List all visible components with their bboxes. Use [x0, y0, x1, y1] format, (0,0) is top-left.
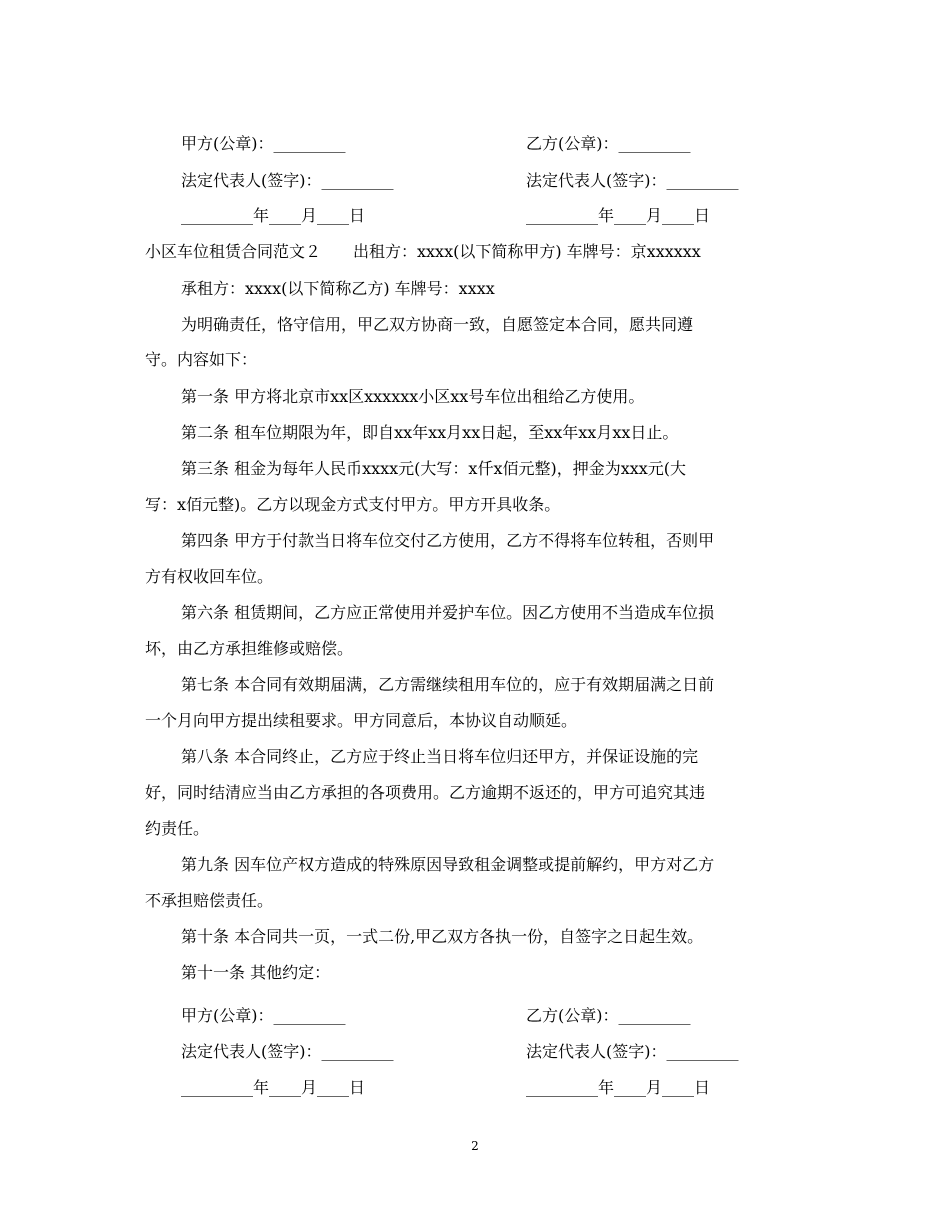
article-10: 第十条 本合同共一页，一式二份,甲乙双方各执一份，自签字之日起生效。: [181, 927, 704, 946]
page-number: 2: [471, 1139, 479, 1153]
article-9-line-2: 不承担赔偿责任。: [145, 891, 274, 910]
article-8-line-2: 好，同时结清应当由乙方承担的各项费用。乙方逾期不返还的，甲方可追究其违: [145, 783, 706, 802]
article-1: 第一条 甲方将北京市xx区xxxxxx小区xx号车位出租给乙方使用。: [181, 387, 645, 406]
party-a-date-line: _________年____月____日: [181, 206, 366, 225]
party-b-representative-line-bottom: 法定代表人(签字)：_________: [526, 1042, 739, 1061]
party-a-date-line-bottom: _________年____月____日: [181, 1078, 366, 1097]
party-b-date-line: _________年____月____日: [526, 206, 711, 225]
party-a-seal-line: 甲方(公章)：_________: [181, 134, 346, 153]
intro-paragraph-line-2: 守。内容如下：: [145, 350, 258, 369]
article-6-line-1: 第六条 租赁期间，乙方应正常使用并爱护车位。因乙方使用不当造成车位损: [181, 603, 715, 622]
article-8-line-1: 第八条 本合同终止，乙方应于终止当日将车位归还甲方，并保证设施的完: [181, 747, 699, 766]
party-a-representative-line: 法定代表人(签字)：_________: [181, 171, 394, 190]
party-b-seal-line-bottom: 乙方(公章)：_________: [526, 1006, 691, 1025]
party-b-representative-line: 法定代表人(签字)：_________: [526, 171, 739, 190]
party-b-seal-line: 乙方(公章)：_________: [526, 134, 691, 153]
article-7-line-1: 第七条 本合同有效期届满，乙方需继续租用车位的，应于有效期届满之日前: [181, 675, 715, 694]
article-4-line-1: 第四条 甲方于付款当日将车位交付乙方使用，乙方不得将车位转租，否则甲: [181, 531, 715, 550]
article-6-line-2: 坏，由乙方承担维修或赔偿。: [145, 639, 354, 658]
article-4-line-2: 方有权收回车位。: [145, 567, 274, 586]
article-3-line-2: 写：x佰元整)。乙方以现金方式支付甲方。甲方开具收条。: [145, 495, 561, 514]
party-a-seal-line-bottom: 甲方(公章)：_________: [181, 1006, 346, 1025]
article-9-line-1: 第九条 因车位产权方造成的特殊原因导致租金调整或提前解约，甲方对乙方: [181, 855, 715, 874]
article-8-line-3: 约责任。: [145, 819, 210, 838]
contract-title-line: 小区车位租赁合同范文２ 出租方：xxxx(以下简称甲方) 车牌号：京xxxxxx: [145, 242, 701, 261]
article-2: 第二条 租车位期限为年，即自xx年xx月xx日起，至xx年xx月xx日止。: [181, 423, 679, 442]
article-3-line-1: 第三条 租金为每年人民币xxxx元(大写：x仟x佰元整)，押金为xxx元(大: [181, 459, 687, 478]
article-7-line-2: 一个月向甲方提出续租要求。甲方同意后，本协议自动顺延。: [145, 711, 578, 730]
article-11: 第十一条 其他约定：: [181, 963, 331, 982]
party-b-date-line-bottom: _________年____月____日: [526, 1078, 711, 1097]
party-a-representative-line-bottom: 法定代表人(签字)：_________: [181, 1042, 394, 1061]
lessee-line: 承租方：xxxx(以下简称乙方) 车牌号：xxxx: [181, 279, 495, 298]
intro-paragraph-line-1: 为明确责任，恪守信用，甲乙双方协商一致，自愿签定本合同，愿共同遵: [181, 315, 694, 334]
